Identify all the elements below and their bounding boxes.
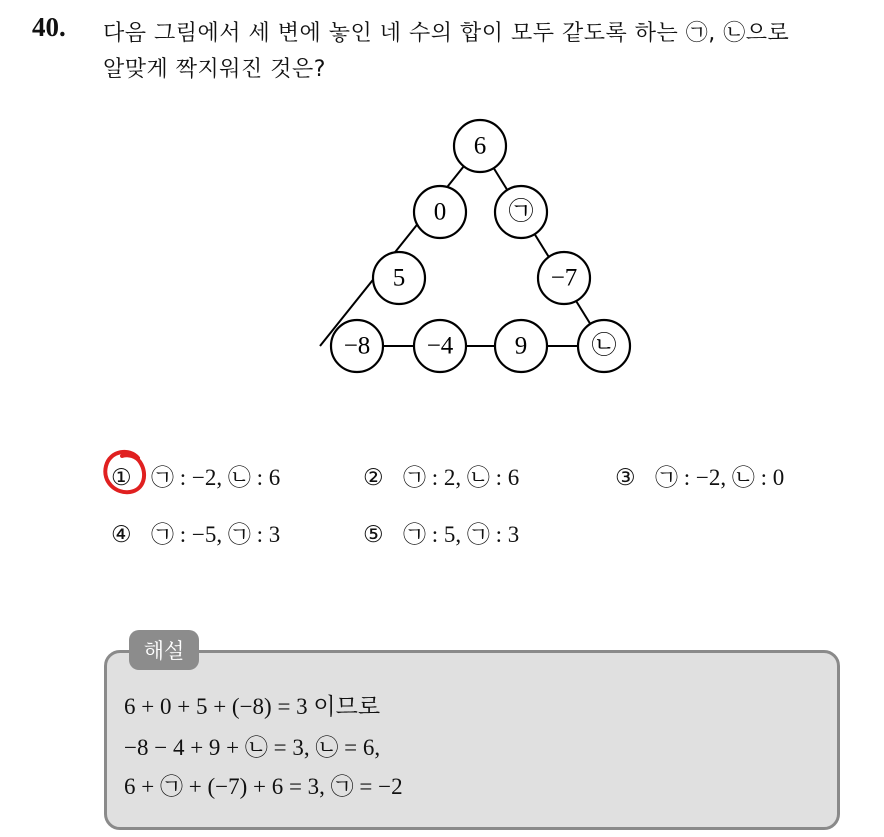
node-right-2 <box>538 252 590 304</box>
node-bottom-right <box>578 320 630 372</box>
svg-text:9: 9 <box>514 332 528 360</box>
svg-text:㉡: ㉡ <box>591 332 617 360</box>
svg-text:㉠: ㉠ <box>508 198 534 226</box>
edge <box>320 146 480 346</box>
edge <box>480 146 604 346</box>
node-left-1 <box>414 186 466 238</box>
node-right-1 <box>495 186 547 238</box>
choice-2[interactable]: ② ㉠ : 2, ㉡ : 6 <box>363 465 520 490</box>
svg-text:−4: −4 <box>426 332 454 360</box>
explanation-tab: 해설 <box>129 630 199 670</box>
choice-5[interactable]: ⑤ ㉠ : 5, ㉠ : 3 <box>363 522 520 547</box>
explanation-line-1: 6 + 0 + 5 + (−8) = 3 이므로 <box>124 694 381 719</box>
choice-1[interactable]: ① ㉠ : −2, ㉡ : 6 <box>111 465 281 490</box>
choice-3[interactable]: ③ ㉠ : −2, ㉡ : 0 <box>615 465 785 490</box>
question-text-line2: 알맞게 짝지워진 것은? <box>103 57 326 82</box>
svg-text:−7: −7 <box>550 264 578 292</box>
node-bottom-3 <box>495 320 547 372</box>
svg-text:5: 5 <box>392 264 406 292</box>
choice-4[interactable]: ④ ㉠ : −5, ㉠ : 3 <box>111 522 281 547</box>
svg-text:0: 0 <box>433 198 447 226</box>
svg-text:6: 6 <box>473 132 487 160</box>
svg-text:−8: −8 <box>343 332 371 360</box>
question-text-line1: 다음 그림에서 세 변에 놓인 네 수의 합이 모두 같도록 하는 ㉠, ㉡으로 <box>103 21 790 46</box>
question-number: 40. <box>32 12 66 42</box>
node-left-2 <box>373 252 425 304</box>
node-top <box>454 120 506 172</box>
explanation-line-2: −8 − 4 + 9 + ㉡ = 3, ㉡ = 6, <box>124 735 381 760</box>
node-bottom-2 <box>414 320 466 372</box>
explanation-line-3: 6 + ㉠ + (−7) + 6 = 3, ㉠ = −2 <box>124 774 403 799</box>
node-bottom-left <box>331 320 383 372</box>
